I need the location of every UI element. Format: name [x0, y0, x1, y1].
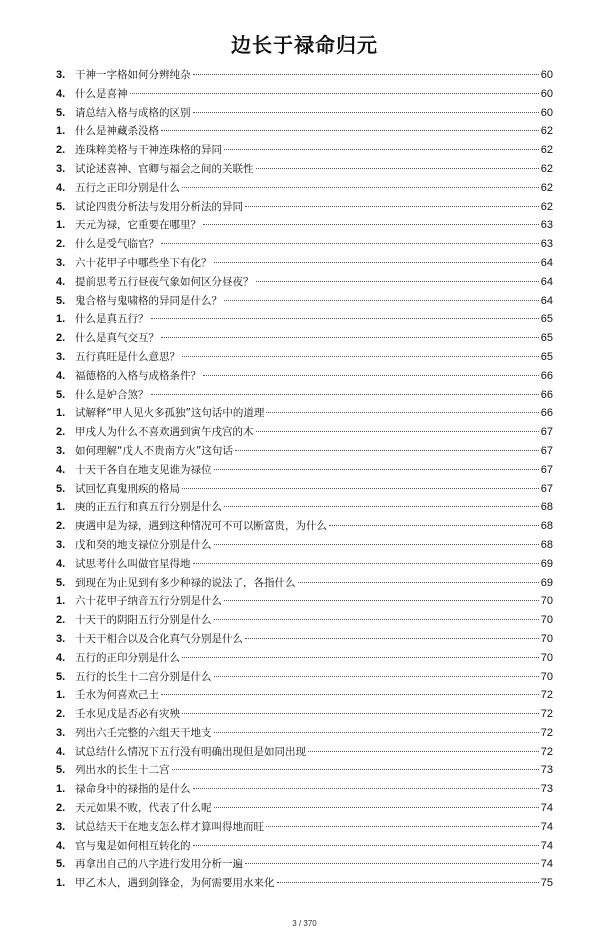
toc-entry[interactable] [56, 574, 553, 593]
toc-entry-number: 5. [56, 576, 66, 589]
toc-entry[interactable] [56, 198, 553, 217]
toc-entry-label: 试思考什么叫做官星得地 [75, 557, 191, 570]
toc-dot-leader [182, 713, 539, 714]
toc-entry-page: 75 [540, 877, 553, 890]
toc-entry-page: 62 [540, 144, 553, 157]
toc-entry-page: 67 [540, 463, 553, 476]
toc-entry-label: 列出水的长生十二宫 [75, 764, 170, 777]
toc-entry-number: 4. [56, 745, 66, 758]
toc-entry[interactable] [56, 235, 553, 254]
toc-entry-number: 3. [56, 256, 66, 269]
toc-entry[interactable] [56, 630, 553, 649]
toc-entry-page: 74 [540, 820, 553, 833]
toc-entry-number: 5. [56, 764, 66, 777]
toc-dot-leader [161, 130, 539, 131]
toc-entry[interactable] [56, 423, 553, 442]
toc-entry[interactable] [56, 179, 553, 198]
toc-entry-number: 1. [56, 501, 66, 514]
toc-entry-page: 65 [540, 350, 553, 363]
toc-entry-label: 五行真旺是什么意思？ [75, 350, 180, 363]
toc-entry-number: 3. [56, 444, 66, 457]
toc-entry-page: 74 [540, 858, 553, 871]
toc-entry-page: 74 [540, 802, 553, 815]
toc-entry-label: 提前思考五行昼夜气象如何区分昼夜？ [75, 275, 254, 288]
toc-entry[interactable] [56, 348, 553, 367]
toc-entry[interactable] [56, 85, 553, 104]
toc-entry-number: 5. [56, 388, 66, 401]
toc-dot-leader [245, 863, 539, 864]
toc-entry-number: 1. [56, 877, 66, 890]
toc-dot-leader [193, 788, 539, 789]
toc-entry-page: 67 [540, 444, 553, 457]
toc-entry-page: 66 [540, 369, 553, 382]
toc-dot-leader [235, 450, 539, 451]
toc-dot-leader [214, 732, 539, 733]
toc-dot-leader [203, 224, 539, 225]
toc-entry-page: 63 [540, 219, 553, 232]
toc-entry[interactable] [56, 216, 553, 235]
toc-entry-number: 4. [56, 557, 66, 570]
toc-entry-number: 3. [56, 820, 66, 833]
toc-entry-page: 64 [540, 275, 553, 288]
toc-entry-page: 68 [540, 501, 553, 514]
toc-dot-leader [214, 807, 539, 808]
toc-entry[interactable] [56, 461, 553, 480]
toc-dot-leader [224, 300, 539, 301]
toc-entry[interactable] [56, 724, 553, 743]
toc-entry-label: 十天干的阴阳五行分别是什么 [75, 614, 212, 627]
toc-entry-label: 连珠粹美格与干神连珠格的异同 [75, 144, 222, 157]
toc-entry-label: 请总结入格与成格的区别 [75, 106, 191, 119]
toc-entry-page: 68 [540, 538, 553, 551]
toc-entry-page: 68 [540, 520, 553, 533]
toc-entry[interactable] [56, 837, 553, 856]
toc-entry-page: 64 [540, 256, 553, 269]
toc-entry-page: 62 [540, 162, 553, 175]
toc-dot-leader [161, 337, 539, 338]
toc-entry-label: 什么是喜神 [75, 87, 128, 100]
toc-entry-page: 73 [540, 783, 553, 796]
toc-entry[interactable] [56, 592, 553, 611]
toc-entry-label: 试总结天干在地支怎么样才算叫得地而旺 [75, 820, 264, 833]
toc-entry-label: 甲戌人为什么不喜欢遇到寅午戌宫的木 [75, 426, 254, 439]
toc-entry-number: 2. [56, 238, 66, 251]
toc-entry-number: 1. [56, 313, 66, 326]
toc-dot-leader [256, 168, 539, 169]
toc-entry-number: 2. [56, 708, 66, 721]
toc-entry-page: 74 [540, 839, 553, 852]
toc-entry-number: 5. [56, 482, 66, 495]
toc-dot-leader [224, 600, 539, 601]
toc-entry-page: 62 [540, 181, 553, 194]
toc-entry[interactable] [56, 498, 553, 517]
toc-entry[interactable] [56, 799, 553, 818]
toc-entry-number: 3. [56, 69, 66, 81]
toc-entry-page: 60 [540, 106, 553, 119]
toc-entry-number: 3. [56, 632, 66, 645]
toc-dot-leader [308, 751, 539, 752]
toc-entry-label: 什么是真五行？ [75, 313, 149, 326]
toc-entry-number: 2. [56, 520, 66, 533]
toc-entry[interactable] [56, 780, 553, 799]
toc-entry-label: 列出六壬完整的六组天干地支 [75, 726, 212, 739]
toc-dot-leader [298, 582, 539, 583]
toc-entry-label: 天元为禄，它重要在哪里？ [75, 219, 201, 232]
toc-entry[interactable] [56, 555, 553, 574]
toc-dot-leader [214, 676, 539, 677]
toc-entry[interactable] [56, 686, 553, 705]
toc-dot-leader [277, 882, 539, 883]
toc-entry-number: 4. [56, 369, 66, 382]
toc-entry-label: 干神一字格如何分辨纯杂 [75, 69, 191, 81]
toc-dot-leader [161, 243, 539, 244]
toc-entry-label: 试论四贵分析法与发用分析法的异同 [75, 200, 243, 213]
toc-entry-page: 62 [540, 200, 553, 213]
toc-entry-label: 如何理解“戊人不贵南方火”这句话 [75, 444, 233, 457]
toc-dot-leader [151, 394, 539, 395]
toc-entry-number: 5. [56, 858, 66, 871]
toc-entry-label: 庚遇申是为禄，遇到这种情况可不可以断富贵，为什么 [75, 520, 327, 533]
toc-dot-leader [193, 112, 539, 113]
toc-dot-leader [329, 525, 539, 526]
toc-entry-label: 什么是真气交互？ [75, 332, 159, 345]
toc-entry[interactable] [56, 160, 553, 179]
toc-dot-leader [245, 206, 539, 207]
toc-entry[interactable] [56, 292, 553, 311]
toc-dot-leader [266, 412, 538, 413]
toc-entry-label: 试回忆真鬼刑疾的格局 [75, 482, 180, 495]
toc-entry-page: 72 [540, 689, 553, 702]
toc-entry[interactable] [56, 66, 553, 85]
toc-entry-label: 禄命身中的禄指的是什么 [75, 783, 191, 796]
toc-entry-label: 什么是神藏杀没格 [75, 125, 159, 138]
toc-entry-page: 70 [540, 670, 553, 683]
toc-dot-leader [182, 488, 539, 489]
toc-dot-leader [224, 506, 539, 507]
toc-entry-label: 五行的正印分别是什么 [75, 651, 180, 664]
toc-entry-number: 2. [56, 144, 66, 157]
page-title: 边长于禄命归元 [231, 33, 378, 57]
toc-entry[interactable] [56, 855, 553, 874]
toc-entry[interactable] [56, 310, 553, 329]
toc-entry-page: 72 [540, 745, 553, 758]
toc-entry-label: 什么是受气临官？ [75, 238, 159, 251]
toc-entry-label: 戊和癸的地支禄位分别是什么 [75, 538, 212, 551]
toc-entry-number: 4. [56, 651, 66, 664]
toc-entry-number: 1. [56, 689, 66, 702]
toc-entry-number: 2. [56, 426, 66, 439]
toc-entry-label: 六十花甲子中哪些坐下有化？ [75, 256, 212, 269]
toc-entry-number: 5. [56, 670, 66, 683]
toc-entry-page: 70 [540, 651, 553, 664]
toc-dot-leader [182, 657, 539, 658]
toc-dot-leader [203, 375, 539, 376]
toc-entry-page: 66 [540, 388, 553, 401]
toc-dot-leader [172, 769, 539, 770]
toc-dot-leader [193, 74, 539, 75]
toc-entry-label: 什么是妒合煞？ [75, 388, 149, 401]
toc-entry-page: 72 [540, 708, 553, 721]
toc-entry-page: 67 [540, 426, 553, 439]
toc-entry-label: 再拿出自己的八字进行发用分析一遍 [75, 858, 243, 871]
toc-entry-label: 试解释“甲人见火多孤独”这句话中的道理 [75, 407, 265, 420]
toc-entry-number: 2. [56, 614, 66, 627]
toc-entry[interactable] [56, 818, 553, 837]
toc-entry-page: 69 [540, 557, 553, 570]
toc-entry[interactable] [56, 386, 553, 405]
toc-entry-page: 69 [540, 576, 553, 589]
toc-entry[interactable] [56, 517, 553, 536]
toc-entry[interactable] [56, 122, 553, 141]
toc-entry-number: 4. [56, 87, 66, 100]
toc-dot-leader [182, 356, 539, 357]
toc-dot-leader [161, 694, 539, 695]
toc-entry-label: 试总结什么情况下五行没有明确出现但是如同出现 [75, 745, 306, 758]
toc-entry-label: 试论述喜神、官卿与福会之间的关联性 [75, 162, 254, 175]
toc-entry[interactable] [56, 141, 553, 160]
toc-entry[interactable] [56, 743, 553, 762]
toc-entry[interactable] [56, 442, 553, 461]
toc-entry-number: 5. [56, 294, 66, 307]
toc-entry-number: 4. [56, 275, 66, 288]
toc-entry-page: 70 [540, 595, 553, 608]
toc-entry-page: 65 [540, 313, 553, 326]
page-number-footer: 3 / 370 [292, 919, 317, 928]
toc-dot-leader [214, 544, 539, 545]
toc-dot-leader [256, 431, 539, 432]
toc-entry-page: 73 [540, 764, 553, 777]
toc-entry[interactable] [56, 668, 553, 687]
toc-entry-number: 3. [56, 350, 66, 363]
toc-entry-page: 70 [540, 632, 553, 645]
toc-dot-leader [256, 281, 539, 282]
toc-entry-label: 到现在为止见到有多少种禄的说法了，各指什么 [75, 576, 296, 589]
toc-entry-page: 60 [540, 87, 553, 100]
toc-entry-label: 壬水见戊是否必有灾殃 [75, 708, 180, 721]
toc-entry-label: 五行的长生十二宫分别是什么 [75, 670, 212, 683]
toc-entry-page: 66 [540, 407, 553, 420]
toc-entry[interactable] [56, 367, 553, 386]
toc-dot-leader [193, 845, 539, 846]
toc-entry-page: 60 [540, 69, 553, 81]
toc-dot-leader [214, 469, 539, 470]
toc-dot-leader [214, 262, 539, 263]
toc-entry-number: 4. [56, 463, 66, 476]
toc-entry-page: 72 [540, 726, 553, 739]
toc-entry-number: 1. [56, 407, 66, 420]
toc-entry[interactable] [56, 404, 553, 423]
toc-entry-number: 4. [56, 181, 66, 194]
toc-entry-page: 67 [540, 482, 553, 495]
toc-entry-label: 庚的正五行和真五行分别是什么 [75, 501, 222, 514]
toc-dot-leader [193, 563, 539, 564]
toc-dot-leader [130, 93, 539, 94]
toc-entry-number: 3. [56, 162, 66, 175]
toc-entry-label: 六十花甲子纳音五行分别是什么 [75, 595, 222, 608]
toc-entry[interactable] [56, 536, 553, 555]
toc-entry-label: 十天干相合以及合化真气分别是什么 [75, 632, 243, 645]
toc-entry-number: 5. [56, 200, 66, 213]
toc-entry[interactable] [56, 104, 553, 123]
table-of-contents [56, 66, 553, 893]
toc-entry-label: 官与鬼是如何相互转化的 [75, 839, 191, 852]
toc-entry-label: 十天干各自在地支见谁为禄位 [75, 463, 212, 476]
toc-dot-leader [245, 638, 539, 639]
toc-entry[interactable] [56, 705, 553, 724]
toc-entry-label: 天元如果不败，代表了什么呢 [75, 802, 212, 815]
toc-entry-number: 4. [56, 839, 66, 852]
toc-entry-number: 1. [56, 219, 66, 232]
toc-entry-number: 2. [56, 332, 66, 345]
toc-entry-page: 65 [540, 332, 553, 345]
toc-entry[interactable] [56, 611, 553, 630]
toc-entry-label: 甲乙木人，遇到剑锋金，为何需要用水来化 [75, 877, 275, 890]
toc-dot-leader [214, 619, 539, 620]
toc-entry-number: 1. [56, 783, 66, 796]
toc-dot-leader [151, 318, 539, 319]
toc-dot-leader [182, 187, 539, 188]
toc-entry-number: 3. [56, 538, 66, 551]
toc-entry-label: 壬水为何喜欢己土 [75, 689, 159, 702]
toc-entry-page: 62 [540, 125, 553, 138]
toc-entry[interactable] [56, 480, 553, 499]
toc-entry-number: 2. [56, 802, 66, 815]
toc-entry[interactable] [56, 254, 553, 273]
toc-entry-number: 5. [56, 106, 66, 119]
toc-entry-label: 福德格的入格与成格条件？ [75, 369, 201, 382]
toc-entry-number: 1. [56, 595, 66, 608]
toc-entry[interactable] [56, 329, 553, 348]
toc-entry-number: 1. [56, 125, 66, 138]
toc-entry[interactable] [56, 874, 553, 893]
toc-entry[interactable] [56, 761, 553, 780]
toc-entry[interactable] [56, 273, 553, 292]
toc-entry-number: 3. [56, 726, 66, 739]
toc-entry[interactable] [56, 649, 553, 668]
toc-entry-page: 63 [540, 238, 553, 251]
toc-dot-leader [266, 826, 539, 827]
toc-entry-label: 五行之正印分别是什么 [75, 181, 180, 194]
toc-entry-page: 64 [540, 294, 553, 307]
toc-entry-page: 70 [540, 614, 553, 627]
toc-entry-label: 鬼合格与鬼啸格的异同是什么？ [75, 294, 222, 307]
toc-dot-leader [224, 149, 539, 150]
